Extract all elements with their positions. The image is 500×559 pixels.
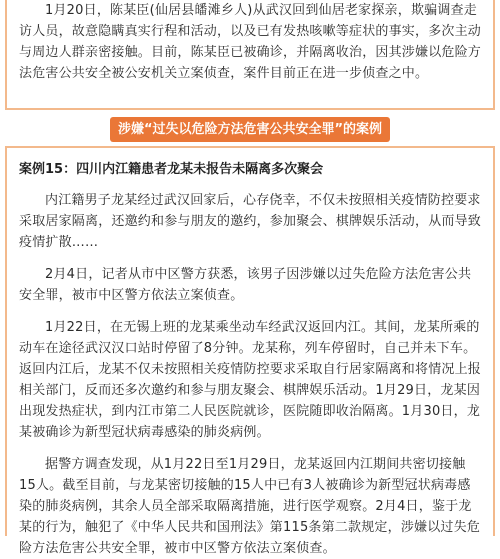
case-box-previous (5, 0, 495, 110)
case-paragraph-1: 内江籍男子龙某经过武汉回家后，心存侥幸，不仅未按照相关疫情防控要求采取居家隔离，还邀约和参与朋友的邀约，参加聚会、棋牌娱乐活动，从而导致疫情扩散…… (19, 193, 482, 250)
case-paragraph-3: 1月22日，在无锡上班的龙某乘坐动车经武汉返回内江。其间，龙某所乘的动车在途径武汉汉口站时停留了8分钟。龙某称，列车停留时，自己并未下车。返回内江后，龙某不仅未按照相关疫情防控要求采取自行居家隔离和将情况上报相关部门，反而还多次邀约和参与朋友聚会、棋牌娱乐活动。1月29日，龙某因出现发热症状，到内江市第二人民医院就诊，医院随即收治隔离。1月30日，龙某被确诊为新型冠状病毒感染的肺炎病例。 (19, 320, 482, 440)
case-title: 案例15：四川内江籍患者龙某未报告未隔离多次聚会 (19, 162, 324, 177)
case-paragraph-2: 2月4日，记者从市中区警方获悉，该男子因涉嫌以过失危险方法危害公共安全罪，被市中区警方依法立案侦查。 (19, 267, 472, 303)
case-box-15 (5, 146, 495, 556)
case-paragraph: 1月20日，陈某臣(仙居县皤滩乡人)从武汉回到仙居老家探亲，欺骗调查走访人员，故意隐瞒真实行程和活动，以及已有发热咳嗽等症状的事实，多次主动与周边人群亲密接触。目前，陈某臣已被确诊，并隔离收治，因其涉嫌以危险方法危害公共安全被公安机关立案侦查，案件目前正在进一步侦查之中。 (19, 3, 482, 81)
case-paragraph-4: 据警方调查发现，从1月22日至1月29日，龙某返回内江期间共密切接触15人。截至目前，与龙某密切接触的15人中已有3人被确诊为新型冠状病毒感染的肺炎病例，其余人员全部采取隔离措施，进行医学观察。2月4日，鉴于龙某的行为，触犯了《中华人民共和国刑法》第115条第二款规定，涉嫌以过失危险方法危害公共安全罪，被市中区警方依法立案侦查。 (19, 457, 481, 556)
section-banner: 涉嫌“过失以危险方法危害公共安全罪”的案例 (110, 117, 390, 142)
